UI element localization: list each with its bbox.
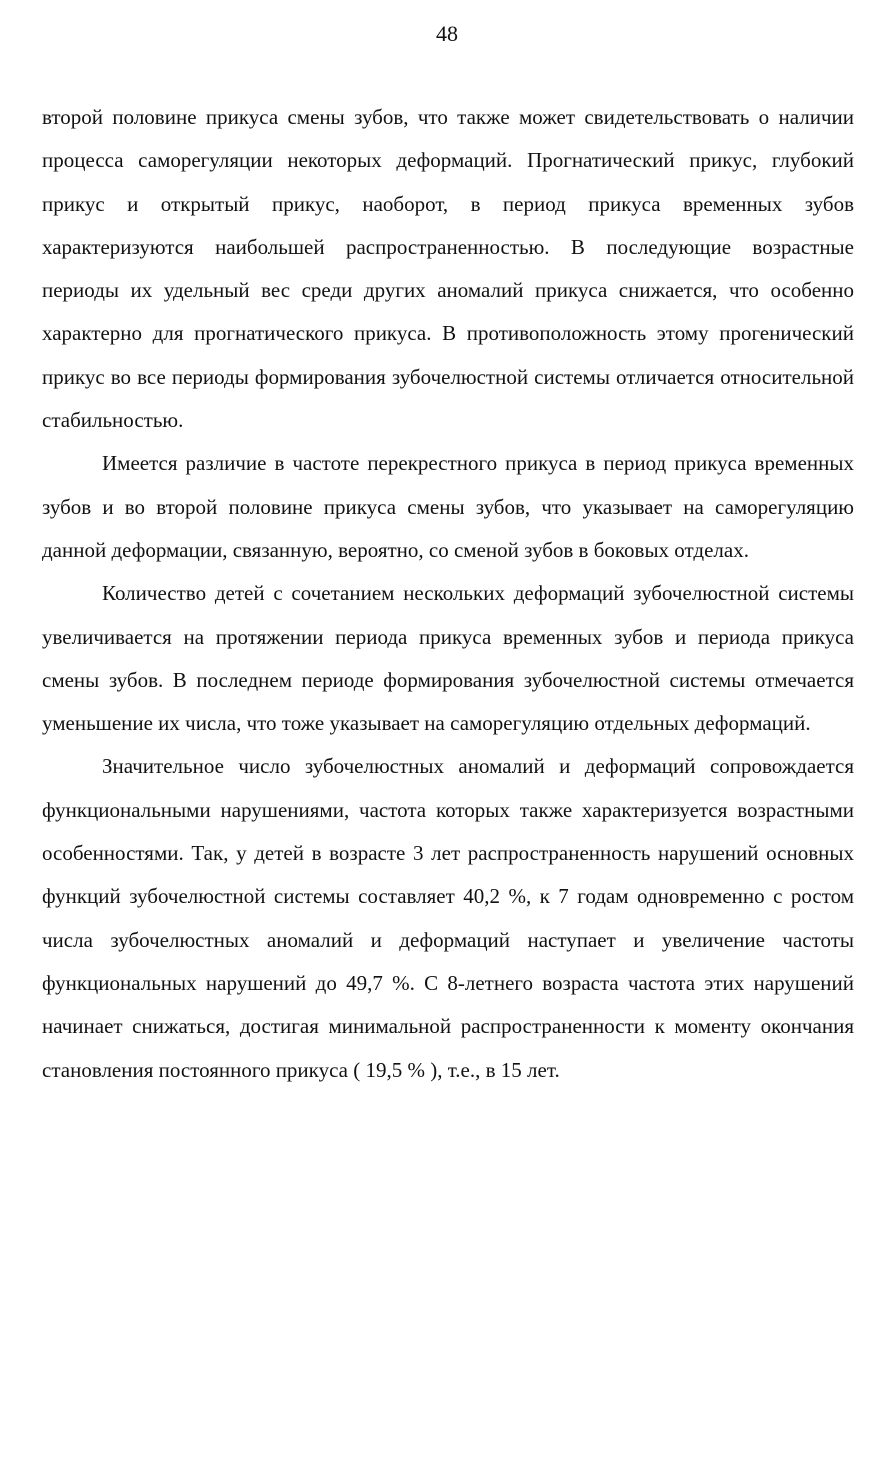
paragraph-continuation: второй половине прикуса смены зубов, что также может свидетельствовать о наличии процесса саморегуляции некоторых деформаций. Прогнатический прикус, глубокий прикус и открытый прикус, наоборот, в период прикуса временных зубов характеризуются наибольшей распространенностью. В последующие возрастные периоды их удельный вес среди других аномалий прикуса снижается, что особенно характерно для прогнатического прикуса. В противоположность этому прогенический прикус во все периоды формирования зубочелюстной системы отличается относительной стабильностью. [42, 105, 854, 433]
paragraph-functional-disorders: Значительное число зубочелюстных аномалий и деформаций сопровождается функциональными нарушениями, частота которых также характеризуется возрастными особенностями. Так, у детей в возрасте 3 лет распространенность нарушений основных функций зубочелюстной системы составляет 40,2 %, к 7 годам одновременно с ростом числа зубочелюстных аномалий и деформаций наступает и увеличение частоты функциональных нарушений до 49,7 %. С 8-летнего возраста частота этих нарушений начинает снижаться, достигая минимальной распространенности к моменту окончания становления постоянного прикуса ( 19,5 % ), т.е., в 15 лет. [42, 754, 854, 1082]
document-body [42, 96, 854, 1092]
paragraph-crossbite: Имеется различие в частоте перекрестного прикуса в период прикуса временных зубов и во второй половине прикуса смены зубов, что указывает на саморегуляцию данной деформации, связанную, вероятно, со сменой зубов в боковых отделах. [42, 451, 854, 562]
paragraph-combined-deformations: Количество детей с сочетанием нескольких деформаций зубочелюстной системы увеличивается на протяжении периода прикуса временных зубов и периода прикуса смены зубов. В последнем периоде формирования зубочелюстной системы отмечается уменьшение их числа, что тоже указывает на саморегуляцию отдельных деформаций. [42, 581, 854, 736]
page-number: 48 [436, 21, 458, 46]
